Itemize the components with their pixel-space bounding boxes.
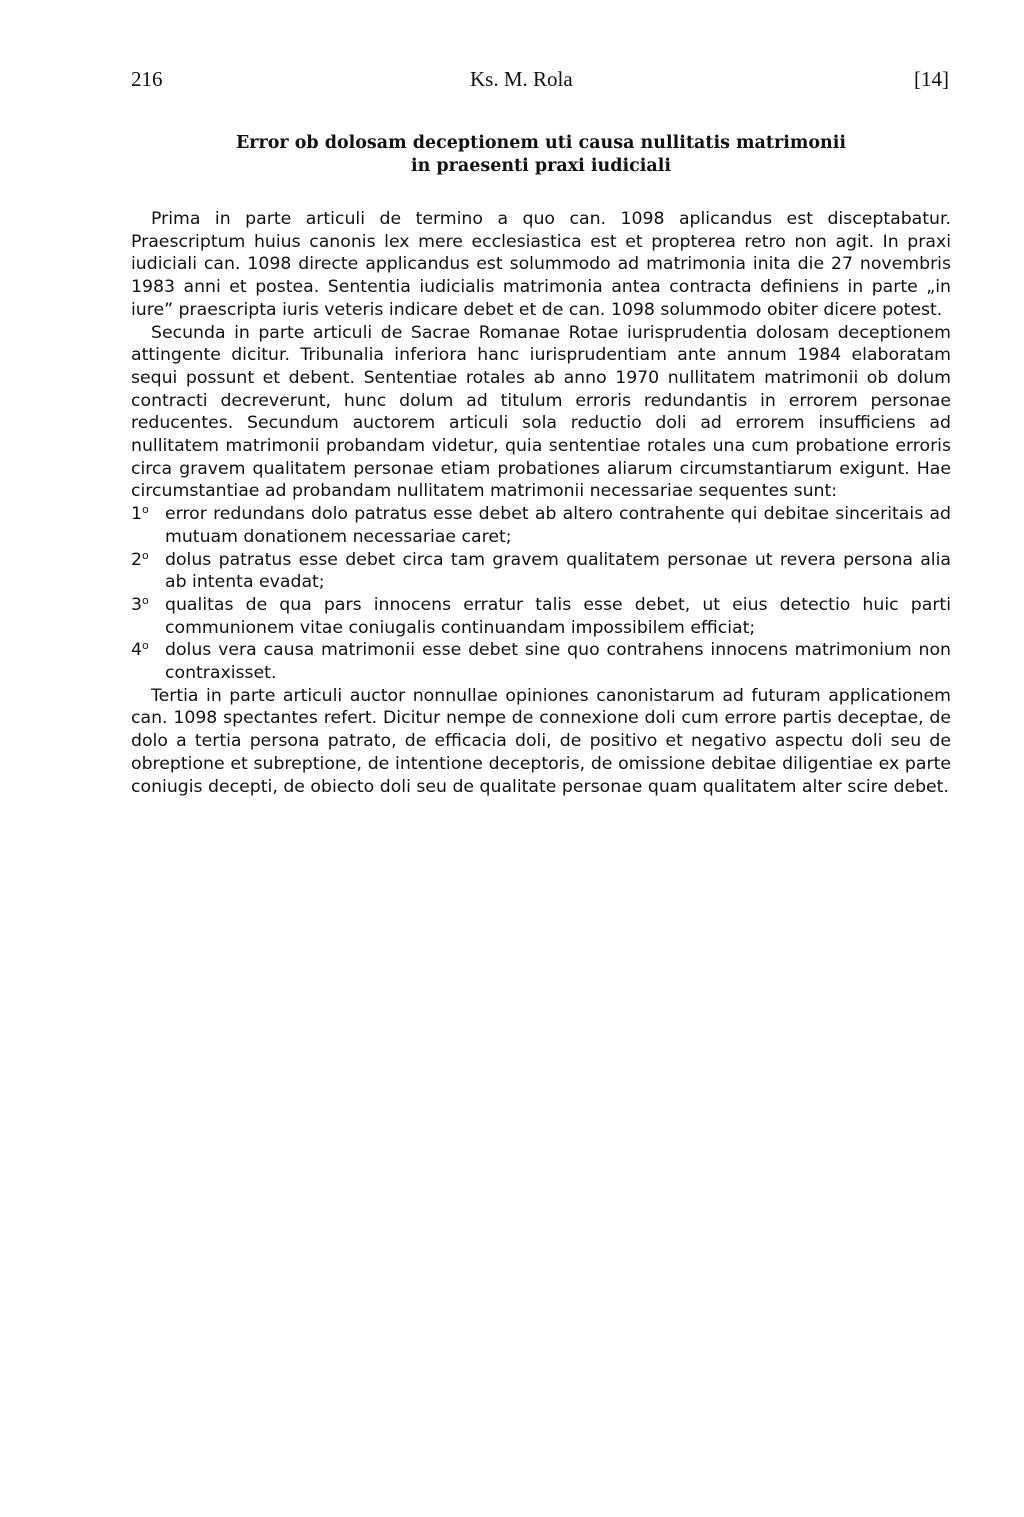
list-item-number: 3$^o$ <box>131 593 149 615</box>
article-title-line-2: in praesenti praxi iudiciali <box>410 156 672 176</box>
list-item-number: 4$^o$ <box>131 639 149 661</box>
document-page <box>131 62 951 798</box>
running-head-section: [14] <box>914 67 949 91</box>
paragraph-2: Secunda in parte articuli de Sacrae Romanae Rotae iurisprudentia dolosam deceptionem attingente dicitur. Tribunalia inferiora hanc iurisprudentiam ante annum 1984 elaboratam sequi possunt et debent. Sententiae rotales ab anno 1970 nullitatem matrimonii ob dolum contracti decreverunt, hunc dolum ad titulum erroris redundantis in errorem personae reducentes. Secundum auctorem articuli sola reductio doli ad errorem insufficiens ad nullitatem matrimonii probandam videtur, quia sententiae rotales una cum probatione erroris circa gravem qualitatem personae etiam probationes aliarum circumstantiarum exigunt. Hae circumstantiae ad probandam nullitatem matrimonii necessariae sequentes sunt: <box>131 322 951 502</box>
article-title-line-1: Error ob dolosam deceptionem uti causa nullitatis matrimonii <box>235 133 847 153</box>
list-item-text: dolus vera causa matrimonii esse debet sine quo contrahens innocens matrimonium non contraxisset. <box>165 640 951 684</box>
circumstances-list <box>131 503 951 685</box>
list-item <box>131 639 951 684</box>
list-item-text: error redundans dolo patratus esse debet ab altero contrahente qui debitae sinceritais ad mutuam donationem necessariae caret; <box>165 504 951 547</box>
list-item <box>131 549 951 594</box>
running-head <box>131 62 951 96</box>
running-head-author: Ks. M. Rola <box>470 67 573 91</box>
list-item <box>131 503 951 548</box>
list-item-text: qualitas de qua pars innocens erratur talis esse debet, ut eius detectio huic parti communionem vitae coniugalis continuandam impossibilem efficiat; <box>165 594 951 638</box>
page-number: 216 <box>131 67 163 91</box>
summary-body <box>131 208 951 798</box>
list-item-text: dolus patratus esse debet circa tam gravem qualitatem personae ut revera persona alia ab intenta evadat; <box>165 549 951 593</box>
list-item <box>131 594 951 639</box>
article-title <box>131 132 951 178</box>
list-item-number: 2$^o$ <box>131 548 149 570</box>
paragraph-3: Tertia in parte articuli auctor nonnullae opiniones canonistarum ad futuram applicationem can. 1098 spectantes refert. Dicitur nempe de connexione doli cum errore partis deceptae, de dolo a tertia persona patrato, de efficacia doli, de positivo et negativo aspectu doli seu de obreptione et subreptione, de intentione deceptoris, de omissione debitae diligentiae ex parte coniugis decepti, de obiecto doli seu de qualitate personae quam qualitatem alter scire debet. <box>131 685 951 797</box>
list-item-number: 1$^o$ <box>131 503 149 525</box>
paragraph-1: Prima in parte articuli de termino a quo can. 1098 aplicandus est disceptabatur. Praescriptum huius canonis lex mere ecclesiastica est et propterea retro non agit. In praxi iudiciali can. 1098 directe applicandus est solummodo ad matrimonia inita die 27 novembris 1983 anni et postea. Sententia iudicialis matrimonia antea contracta definiens in parte „in iure” praescripta iuris veteris indicare debet et de can. 1098 solummodo obiter dicere potest. <box>131 209 951 320</box>
